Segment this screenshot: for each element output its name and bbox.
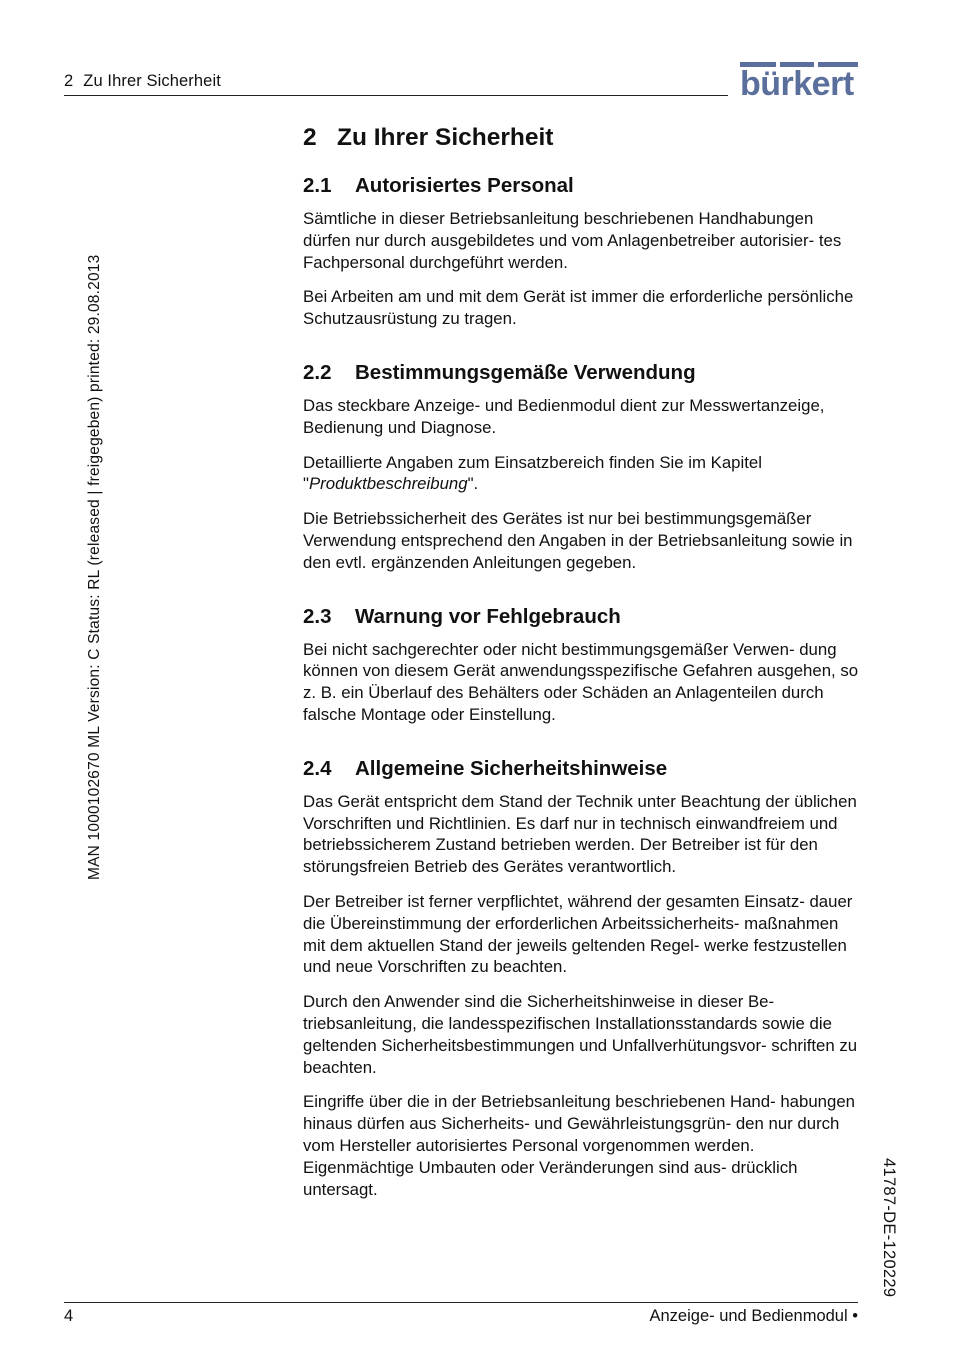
reference-text-before: Detaillierte Angaben zum Einsatzbereich finden Sie im Kapitel " — [303, 452, 762, 494]
section-number: 2.1 — [303, 174, 332, 197]
paragraph: Bei Arbeiten am und mit dem Gerät ist immer die erforderliche persönliche Schutzausrüstung zu tragen. — [303, 287, 854, 329]
page-number: 4 — [64, 1307, 74, 1325]
paragraph: Eingriffe über die in der Betriebsanleitung beschriebenen Hand- habungen hinaus dürfen aus Sicherheits- und Gewährleistungsgrün- den nur durch vom Hersteller autorisiertes Personal vorgenommen werden. Eigenmächtige Umbauten oder Veränderungen sind aus- drücklich untersagt. — [303, 1092, 855, 1199]
running-header-chapter-number: 2 — [64, 72, 74, 90]
paragraph: Das steckbare Anzeige- und Bedienmodul dient zur Messwertanzeige, Bedienung und Diagnose. — [303, 395, 825, 437]
section-heading-2-3 — [303, 603, 863, 631]
paragraph: Der Betreiber ist ferner verpflichtet, während der gesamten Einsatz- dauer die Übereinstimmung der erforderlichen Arbeitssicherheits- maßnahmen mit dem aktuellen Stand der jeweils geltenden Regel- werke festzustellen und neue Vorschriften zu beachten. — [303, 891, 853, 977]
main-content — [303, 118, 863, 1200]
paragraph: Sämtliche in dieser Betriebsanleitung beschriebenen Handhabungen dürfen nur durch ausgebildetes und vom Anlagenbetreiber autorisier- tes Fachpersonal durchgeführt werden. — [303, 209, 842, 272]
section-heading-2-4 — [303, 755, 863, 783]
header-rule — [64, 95, 728, 96]
section-number: 2.4 — [303, 756, 332, 780]
chapter-reference: Produktbeschreibung — [308, 474, 468, 494]
logo-wordmark: bürkert — [740, 65, 854, 103]
footer-title: Anzeige- und Bedienmodul • — [649, 1307, 858, 1325]
section-title: Allgemeine Sicherheitshinweise — [355, 756, 668, 780]
section-number: 2.2 — [303, 360, 332, 384]
paragraph-with-reference — [303, 452, 863, 496]
paragraph: Bei nicht sachgerechter oder nicht bestimmungsgemäßer Verwen- dung können von diesem Gerät anwendungsspezifische Gefahren ausgehen, so z. B. ein Überlauf des Behälters oder Schäden an Anlagenteilen durch falsche Montage oder Einstellung. — [303, 639, 859, 724]
document-code-vertical: 41787-DE-120229 — [880, 1158, 898, 1298]
section-heading-2-1 — [303, 172, 863, 200]
paragraph: Durch den Anwender sind die Sicherheitshinweise in dieser Be- triebsanleitung, die landesspezifischen Installationsstandards sowie die geltenden Sicherheitsbestimmungen und Unfallverhütungsvor- schriften zu beachten. — [303, 992, 858, 1077]
reference-text-after: ". — [467, 474, 479, 494]
section-title: Warnung vor Fehlgebrauch — [355, 604, 621, 628]
section-title: Bestimmungsgemäße Verwendung — [355, 360, 696, 384]
section-heading-2-2 — [303, 359, 863, 387]
section-title: Autorisiertes Personal — [355, 174, 574, 197]
paragraph: Das Gerät entspricht dem Stand der Technik unter Beachtung der üblichen Vorschriften und Richtlinien. Es darf nur in technisch einwandfreiem und betriebssicherem Zustand betrieben werden. Der Betreiber ist für den störungsfreien Betrieb des Gerätes verantwortlich. — [303, 791, 857, 877]
document-info-vertical: MAN 1000102670 ML Version: C Status: RL (released | freigegeben) printed: 29.08.2013 — [86, 254, 103, 880]
chapter-number: 2 — [303, 124, 317, 151]
footer-rule — [64, 1302, 858, 1303]
paragraph: Die Betriebssicherheit des Gerätes ist nur bei bestimmungsgemäßer Verwendung entsprechend den Angaben in der Betriebsanleitung sowie in den evtl. ergänzenden Anleitungen gegeben. — [303, 509, 853, 572]
chapter-title — [303, 118, 863, 172]
running-header — [64, 72, 221, 91]
burkert-logo — [740, 62, 858, 102]
section-number: 2.3 — [303, 604, 332, 628]
chapter-title-text: Zu Ihrer Sicherheit — [337, 124, 554, 151]
running-header-chapter-title: Zu Ihrer Sicherheit — [83, 72, 221, 90]
